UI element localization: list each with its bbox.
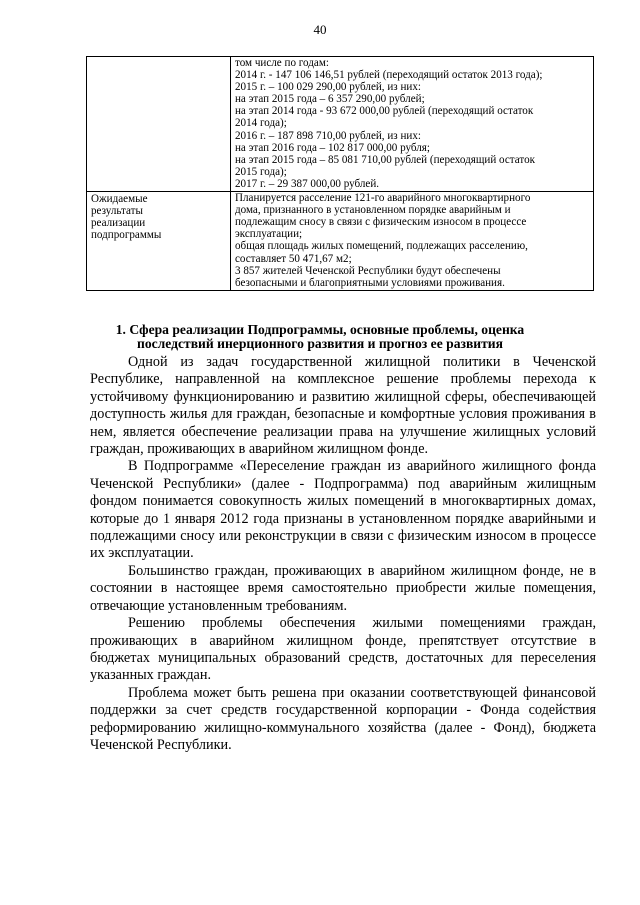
paragraph: Одной из задач государственной жилищной политики в Чеченской Республике, направленной на комплексное решение проблемы перехода к устойчивому функционированию и развитию жилищной сферы, обеспечивающей доступность жилья для граждан, безопасные и комфортные условия проживания в нем, является обеспечение реализации права на улучшение жилищных условий граждан, проживающих в аварийном жилищном фонде. bbox=[90, 354, 596, 458]
paragraph: Проблема может быть решена при оказании соответствующей финансовой поддержки за счет средств государственной корпорации - Фонда содействия реформированию жилищно-коммунального хозяйства (далее - Фонд), бюджета Чеченской Республики. bbox=[90, 684, 596, 753]
paragraph: Решению проблемы обеспечения жилыми помещениями граждан, проживающих в аварийном жилищном фонде, препятствует отсутствие в бюджетах муниципальных образований средств, достаточных для переселения указанных граждан. bbox=[90, 615, 596, 684]
table-cell-empty bbox=[87, 57, 231, 192]
funding-line: на этап 2015 года – 85 081 710,00 рублей (переходящий остаток bbox=[235, 153, 536, 166]
funding-line: 2015 года); bbox=[235, 165, 287, 178]
result-line: общая площадь жилых помещений, подлежащих расселению, bbox=[235, 240, 528, 253]
paragraph: В Подпрограмме «Переселение граждан из аварийного жилищного фонда Чеченской Республики» (далее - Подпрограмма) под аварийным жилищным фондом понимается совокупность жилых помещений в многоквартирных домах, которые до 1 января 2012 года признаны в установленном порядке аварийными и подлежащими сносу или реконструкции в связи с физическим износом в процессе их эксплуатации. bbox=[90, 458, 596, 562]
expected-results-cell bbox=[231, 192, 594, 291]
section-body bbox=[90, 354, 596, 754]
result-line: подлежащим сносу в связи с физическим износом в процессе bbox=[235, 216, 527, 229]
passport-table bbox=[86, 56, 594, 291]
table-row bbox=[87, 57, 594, 192]
funding-line: 2015 г. – 100 029 290,00 рублей, из них: bbox=[235, 81, 421, 94]
label-line: результаты bbox=[91, 205, 143, 218]
funding-line: 2016 г. – 187 898 710,00 рублей, из них: bbox=[235, 129, 421, 142]
funding-line: на этап 2016 года – 102 817 000,00 рубля; bbox=[235, 141, 430, 154]
heading-line: 1. Сфера реализации Подпрограммы, основные проблемы, оценка bbox=[115, 322, 525, 337]
result-line: безопасными и благоприятными условиями проживания. bbox=[235, 276, 505, 289]
result-line: эксплуатации; bbox=[235, 228, 303, 241]
funding-line: на этап 2015 года – 6 357 290,00 рублей; bbox=[235, 93, 425, 106]
label-line: подпрограммы bbox=[91, 229, 162, 242]
label-line: реализации bbox=[91, 217, 146, 230]
result-line: дома, признанного в установленном порядке аварийным и bbox=[235, 204, 511, 217]
funding-line: том числе по годам: bbox=[235, 57, 329, 69]
funding-line: на этап 2014 года - 93 672 000,00 рублей (переходящий остаток bbox=[235, 105, 534, 118]
funding-by-year-cell bbox=[231, 57, 594, 192]
section-heading bbox=[60, 323, 580, 351]
result-line: 3 857 жителей Чеченской Республики будут обеспечены bbox=[235, 264, 501, 277]
expected-results-label-cell bbox=[87, 192, 231, 291]
funding-line: 2017 г. – 29 387 000,00 рублей. bbox=[235, 177, 380, 190]
result-line: Планируется расселение 121-го аварийного многоквартирного bbox=[235, 192, 531, 205]
funding-line: 2014 года); bbox=[235, 117, 287, 130]
table-row bbox=[87, 192, 594, 291]
result-line: составляет 50 471,67 м2; bbox=[235, 252, 352, 265]
funding-line: 2014 г. - 147 106 146,51 рублей (переходящий остаток 2013 года); bbox=[235, 69, 543, 82]
paragraph: Большинство граждан, проживающих в аварийном жилищном фонде, не в состоянии в настоящее время самостоятельно приобрести жилые помещения, отвечающие установленным требованиям. bbox=[90, 562, 596, 614]
heading-line: последствий инерционного развития и прогноз ее развития bbox=[136, 336, 503, 351]
label-line: Ожидаемые bbox=[91, 193, 148, 206]
page-number: 40 bbox=[313, 22, 327, 37]
